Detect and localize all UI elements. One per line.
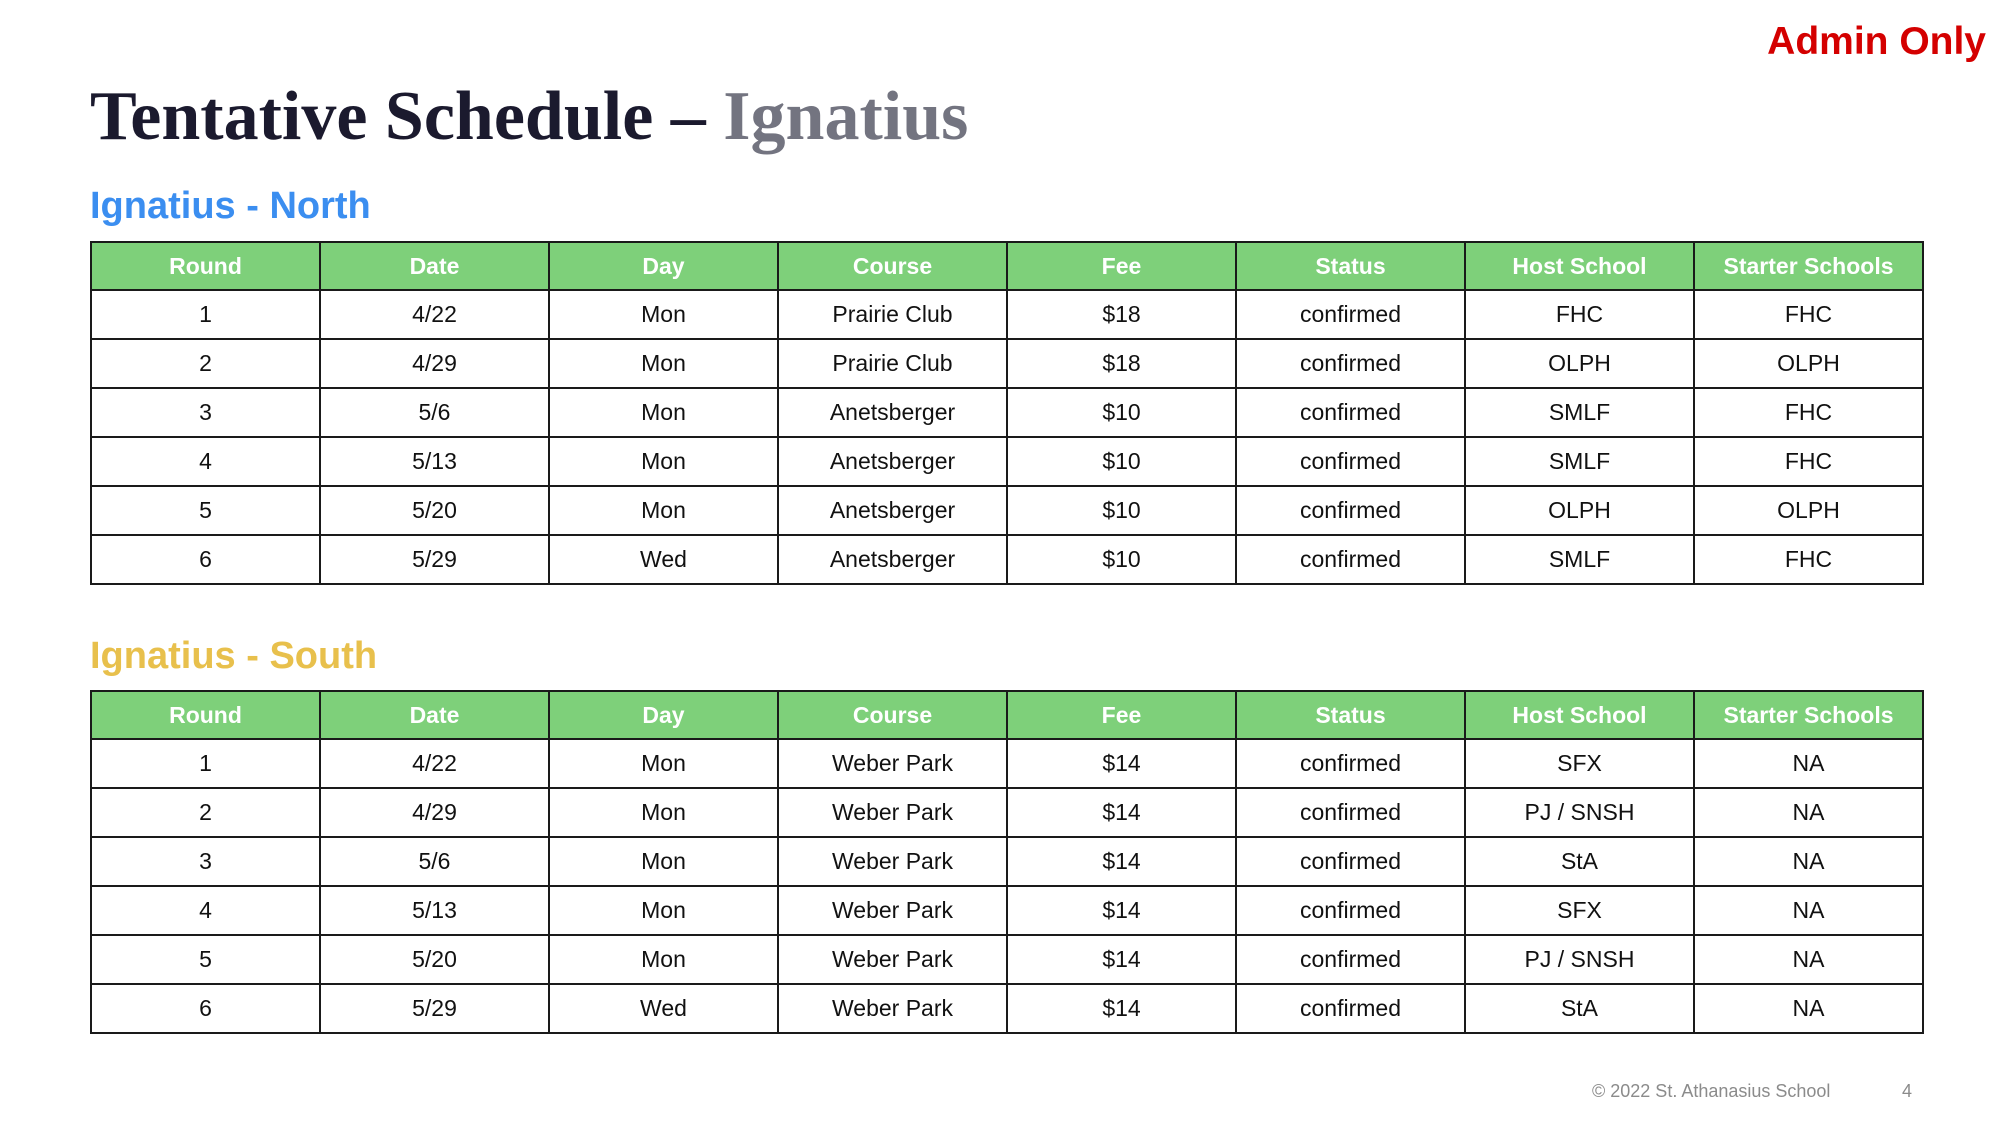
table-header [91, 691, 1923, 739]
cell-date: 5/13 [320, 886, 549, 935]
cell-starter-schools: NA [1694, 886, 1923, 935]
cell-round: 2 [91, 339, 320, 388]
column-header-round: Round [91, 691, 320, 739]
table-row [91, 788, 1923, 837]
column-header-fee: Fee [1007, 242, 1236, 290]
cell-starter-schools: FHC [1694, 535, 1923, 584]
cell-starter-schools: FHC [1694, 388, 1923, 437]
cell-round: 1 [91, 739, 320, 788]
cell-round: 6 [91, 535, 320, 584]
cell-course: Anetsberger [778, 535, 1007, 584]
cell-status: confirmed [1236, 935, 1465, 984]
cell-host-school: OLPH [1465, 339, 1694, 388]
cell-course: Prairie Club [778, 290, 1007, 339]
column-header-status: Status [1236, 691, 1465, 739]
table-row [91, 739, 1923, 788]
cell-host-school: SFX [1465, 739, 1694, 788]
cell-host-school: SMLF [1465, 388, 1694, 437]
cell-status: confirmed [1236, 788, 1465, 837]
cell-course: Weber Park [778, 837, 1007, 886]
table-row [91, 837, 1923, 886]
cell-status: confirmed [1236, 437, 1465, 486]
schedule-table-south [90, 690, 1924, 1034]
cell-round: 6 [91, 984, 320, 1033]
cell-round: 5 [91, 935, 320, 984]
cell-host-school: FHC [1465, 290, 1694, 339]
column-header-course: Course [778, 691, 1007, 739]
cell-date: 4/29 [320, 339, 549, 388]
cell-starter-schools: NA [1694, 935, 1923, 984]
table-row [91, 984, 1923, 1033]
column-header-status: Status [1236, 242, 1465, 290]
cell-status: confirmed [1236, 535, 1465, 584]
cell-starter-schools: NA [1694, 739, 1923, 788]
cell-status: confirmed [1236, 837, 1465, 886]
cell-day: Mon [549, 788, 778, 837]
table-row [91, 388, 1923, 437]
cell-course: Anetsberger [778, 388, 1007, 437]
cell-round: 2 [91, 788, 320, 837]
cell-fee: $14 [1007, 984, 1236, 1033]
cell-course: Weber Park [778, 984, 1007, 1033]
column-header-day: Day [549, 691, 778, 739]
cell-starter-schools: FHC [1694, 437, 1923, 486]
cell-status: confirmed [1236, 290, 1465, 339]
section-heading-north: Ignatius - North [90, 185, 371, 227]
column-header-round: Round [91, 242, 320, 290]
table-row [91, 437, 1923, 486]
cell-date: 5/29 [320, 535, 549, 584]
cell-fee: $14 [1007, 739, 1236, 788]
cell-fee: $14 [1007, 837, 1236, 886]
column-header-date: Date [320, 691, 549, 739]
table-row [91, 886, 1923, 935]
section-heading-south: Ignatius - South [90, 635, 378, 677]
cell-status: confirmed [1236, 739, 1465, 788]
cell-host-school: StA [1465, 837, 1694, 886]
cell-fee: $18 [1007, 339, 1236, 388]
page-title-main: Tentative Schedule – [90, 78, 706, 155]
table-row [91, 339, 1923, 388]
column-header-fee: Fee [1007, 691, 1236, 739]
cell-status: confirmed [1236, 339, 1465, 388]
cell-status: confirmed [1236, 388, 1465, 437]
cell-fee: $14 [1007, 788, 1236, 837]
schedule-table-north [90, 241, 1924, 585]
cell-round: 4 [91, 886, 320, 935]
cell-day: Mon [549, 486, 778, 535]
cell-round: 4 [91, 437, 320, 486]
cell-fee: $10 [1007, 486, 1236, 535]
cell-host-school: SMLF [1465, 437, 1694, 486]
cell-starter-schools: OLPH [1694, 339, 1923, 388]
cell-host-school: SMLF [1465, 535, 1694, 584]
cell-status: confirmed [1236, 886, 1465, 935]
table-row [91, 935, 1923, 984]
cell-day: Wed [549, 984, 778, 1033]
cell-starter-schools: FHC [1694, 290, 1923, 339]
cell-course: Weber Park [778, 788, 1007, 837]
cell-host-school: StA [1465, 984, 1694, 1033]
column-header-date: Date [320, 242, 549, 290]
cell-course: Weber Park [778, 739, 1007, 788]
cell-day: Mon [549, 935, 778, 984]
cell-day: Mon [549, 739, 778, 788]
column-header-starter-schools: Starter Schools [1694, 691, 1923, 739]
cell-day: Mon [549, 886, 778, 935]
cell-day: Mon [549, 290, 778, 339]
cell-fee: $10 [1007, 388, 1236, 437]
cell-day: Mon [549, 388, 778, 437]
cell-day: Mon [549, 437, 778, 486]
cell-fee: $10 [1007, 437, 1236, 486]
column-header-host-school: Host School [1465, 691, 1694, 739]
cell-course: Prairie Club [778, 339, 1007, 388]
page-number: 4 [1902, 1081, 1913, 1101]
column-header-host-school: Host School [1465, 242, 1694, 290]
cell-day: Mon [549, 339, 778, 388]
cell-date: 5/13 [320, 437, 549, 486]
cell-starter-schools: NA [1694, 984, 1923, 1033]
cell-date: 4/29 [320, 788, 549, 837]
cell-date: 5/6 [320, 388, 549, 437]
table-row [91, 535, 1923, 584]
cell-day: Mon [549, 837, 778, 886]
cell-date: 4/22 [320, 739, 549, 788]
column-header-day: Day [549, 242, 778, 290]
cell-course: Anetsberger [778, 437, 1007, 486]
column-header-starter-schools: Starter Schools [1694, 242, 1923, 290]
header-row [91, 691, 1923, 739]
cell-course: Weber Park [778, 935, 1007, 984]
cell-course: Weber Park [778, 886, 1007, 935]
cell-fee: $14 [1007, 886, 1236, 935]
table-row [91, 290, 1923, 339]
page-title [90, 72, 968, 162]
cell-fee: $14 [1007, 935, 1236, 984]
cell-round: 1 [91, 290, 320, 339]
cell-course: Anetsberger [778, 486, 1007, 535]
cell-date: 4/22 [320, 290, 549, 339]
admin-only-badge: Admin Only [1767, 20, 1986, 63]
cell-host-school: PJ / SNSH [1465, 935, 1694, 984]
cell-date: 5/20 [320, 935, 549, 984]
footer-copyright: © 2022 St. Athanasius School [1592, 1081, 1831, 1101]
cell-fee: $18 [1007, 290, 1236, 339]
cell-fee: $10 [1007, 535, 1236, 584]
cell-round: 3 [91, 388, 320, 437]
cell-round: 3 [91, 837, 320, 886]
cell-starter-schools: NA [1694, 788, 1923, 837]
cell-date: 5/29 [320, 984, 549, 1033]
cell-host-school: PJ / SNSH [1465, 788, 1694, 837]
cell-host-school: OLPH [1465, 486, 1694, 535]
page-title-accent: Ignatius [723, 78, 969, 155]
table-body [91, 739, 1923, 1033]
cell-starter-schools: OLPH [1694, 486, 1923, 535]
cell-status: confirmed [1236, 486, 1465, 535]
cell-round: 5 [91, 486, 320, 535]
cell-status: confirmed [1236, 984, 1465, 1033]
header-row [91, 242, 1923, 290]
cell-date: 5/6 [320, 837, 549, 886]
column-header-course: Course [778, 242, 1007, 290]
cell-date: 5/20 [320, 486, 549, 535]
table-row [91, 486, 1923, 535]
cell-starter-schools: NA [1694, 837, 1923, 886]
table-body [91, 290, 1923, 584]
cell-host-school: SFX [1465, 886, 1694, 935]
cell-day: Wed [549, 535, 778, 584]
table-header [91, 242, 1923, 290]
